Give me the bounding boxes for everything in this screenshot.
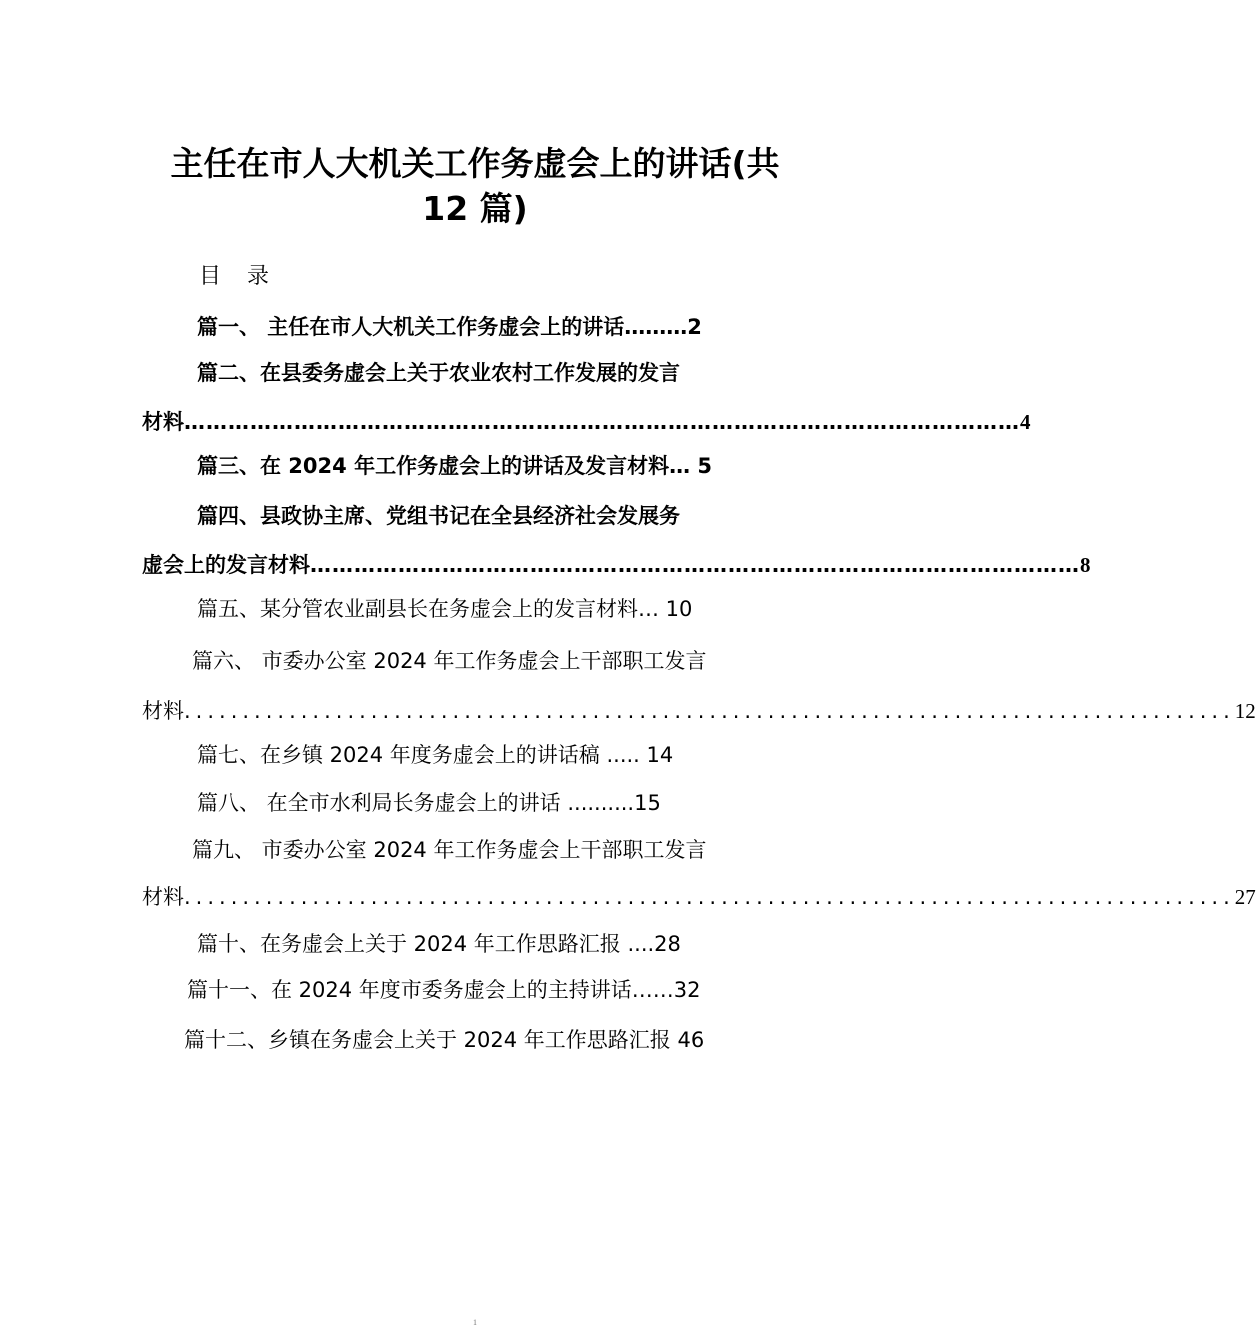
toc-entry-2-page: 4 (1020, 410, 1031, 434)
toc-entry-2-continuation (142, 407, 1031, 437)
toc-entry-4: 篇四、县政协主席、党组书记在全县经济社会发展务 (197, 504, 680, 528)
toc-entry-2-leader-dots: …………………………………………………………………………………………………… (184, 410, 1020, 434)
toc-entry-9: 篇九、 市委办公室 2024 年工作务虚会上干部职工发言 (192, 838, 707, 862)
toc-entry-2-lead: 材料 (142, 410, 184, 434)
toc-entry-6-continuation (142, 696, 1256, 726)
page-number: 1 (473, 1318, 477, 1327)
toc-entry-6-lead: 材料 (142, 699, 184, 723)
toc-entry-7: 篇七、在乡镇 2024 年度务虚会上的讲话稿 ..... 14 (197, 743, 674, 767)
toc-entry-10: 篇十、在务虚会上关于 2024 年工作思路汇报 ....28 (197, 932, 681, 956)
toc-entry-3: 篇三、在 2024 年工作务虚会上的讲话及发言材料… 5 (197, 454, 712, 478)
toc-entry-9-leader-dots: .......................................................................................... (184, 885, 1235, 909)
toc-entry-6-leader-dots: .......................................................................................... (184, 699, 1235, 723)
toc-entry-4-continuation (142, 550, 1091, 580)
document-title-line-1: 主任在市人大机关工作务虚会上的讲话(共 (170, 144, 780, 183)
toc-entry-11: 篇十一、在 2024 年度市委务虚会上的主持讲话……32 (187, 978, 701, 1002)
toc-entry-8: 篇八、 在全市水利局长务虚会上的讲话 ..........15 (197, 791, 661, 815)
toc-entry-9-page: 27 (1234, 885, 1256, 909)
toc-entry-9-lead: 材料 (142, 885, 184, 909)
toc-entry-4-page: 8 (1080, 553, 1091, 577)
toc-entry-9-continuation (142, 882, 1256, 912)
toc-entry-6-page: 12 (1234, 699, 1256, 723)
toc-entry-4-lead: 虚会上的发言材料 (142, 553, 310, 577)
document-title-line-2: 12 篇) (422, 189, 528, 228)
toc-entry-5: 篇五、某分管农业副县长在务虚会上的发言材料… 10 (197, 597, 693, 621)
toc-entry-6: 篇六、 市委办公室 2024 年工作务虚会上干部职工发言 (192, 649, 707, 673)
toc-entry-12: 篇十二、乡镇在务虚会上关于 2024 年工作思路汇报 46 (184, 1028, 705, 1052)
toc-entry-1: 篇一、 主任在市人大机关工作务虚会上的讲话………2 (197, 315, 702, 339)
toc-heading: 目 录 (199, 264, 272, 289)
toc-entry-2: 篇二、在县委务虚会上关于农业农村工作发展的发言 (197, 361, 680, 385)
toc-entry-4-leader-dots: …………………………………………………………………………………………… (310, 553, 1080, 577)
